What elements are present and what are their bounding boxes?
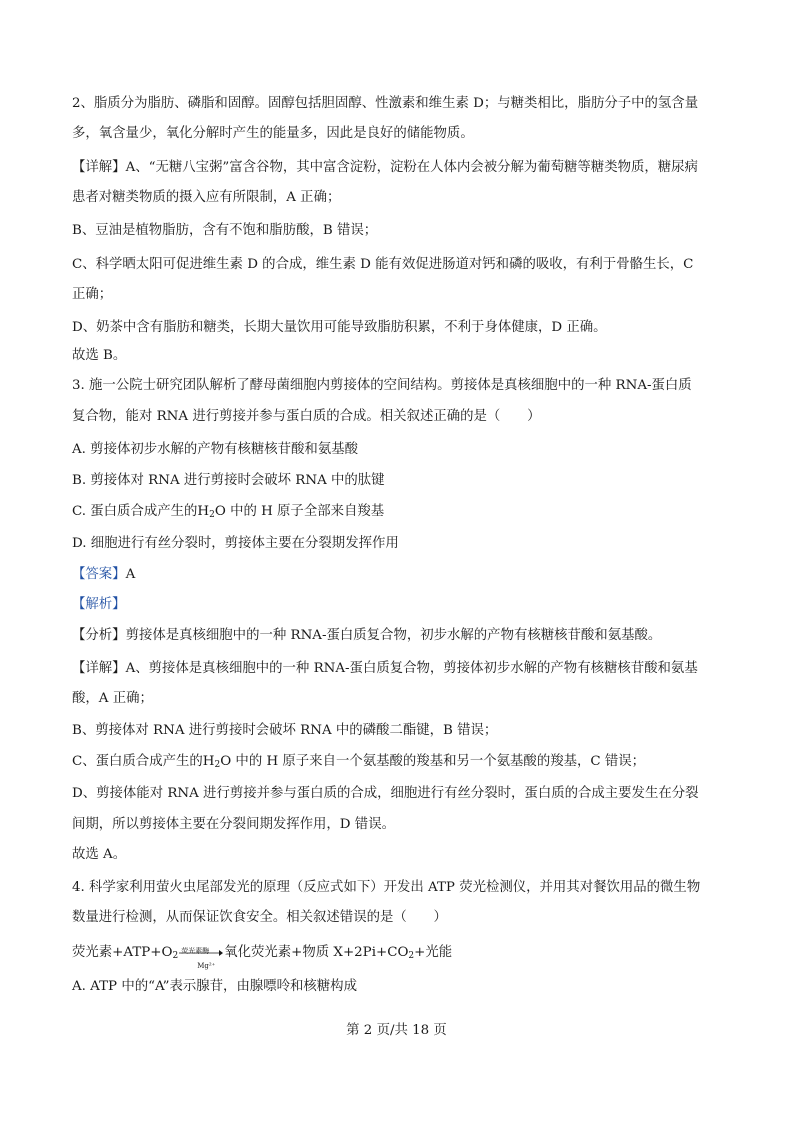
text-line: D、剪接体能对 RNA 进行剪接并参与蛋白质的合成，细胞进行有丝分裂时，蛋白质的合成主要发生在分裂 bbox=[72, 786, 699, 801]
text-line: 正确； bbox=[72, 287, 113, 302]
text-line: 酸，A 正确； bbox=[72, 691, 153, 706]
question-4-stem: 数量进行检测，从而保证饮食安全。相关叙述错误的是（ ） bbox=[72, 910, 447, 925]
text-line: 【详解】A、剪接体是真核细胞中的一种 RNA-蛋白质复合物，剪接体初步水解的产物有核糖核苷酸和氨基 bbox=[72, 661, 698, 676]
fenxi-tag: 【分析】 bbox=[72, 628, 126, 643]
text-line: 故选 A。 bbox=[72, 847, 127, 862]
page-footer: 第 2 页/共 18 页 bbox=[346, 1023, 447, 1038]
option-b: B. 剪接体对 RNA 进行剪接时会破坏 RNA 中的肽键 bbox=[72, 473, 385, 488]
text-line: 间期，所以剪接体主要在分裂间期发挥作用，D 错误。 bbox=[72, 817, 395, 832]
question-3-stem: 3. 施一公院士研究团队解析了酵母菌细胞内剪接体的空间结构。剪接体是真核细胞中的一种 RNA-蛋白质 bbox=[72, 378, 692, 393]
chemical-equation: 荧光素$+ATP+O_2$ 荧光素酶 Mg²⁺ 氧化荧光素+物质 $X+2Pi+CO_2+$光能 bbox=[72, 945, 453, 970]
text-line: B、豆油是植物脂肪，含有不饱和脂肪酸，B 错误； bbox=[72, 223, 378, 238]
question-4-option-a: A. ATP 中的“A”表示腺苷，由腺嘌呤和核糖构成 bbox=[72, 979, 357, 994]
answer-tag: 【答案】 bbox=[72, 567, 126, 582]
text-line: C、科学晒太阳可促进维生素 D 的合成，维生素 D 能有效促进肠道对钙和磷的吸收，有利于骨骼生长，C bbox=[72, 257, 694, 272]
answer-line: 【答案】A bbox=[72, 567, 136, 582]
question-4-stem: 4. 科学家利用萤火虫尾部发光的原理（反应式如下）开发出 ATP 荧光检测仪，并用其对餐饮用品的微生物 bbox=[72, 880, 701, 895]
option-c: C. 蛋白质合成产生的$H_2O$ 中的 H 原子全部来自羧基 bbox=[72, 504, 385, 520]
detail-tag: 【详解】 bbox=[72, 160, 126, 175]
text-line: 【详解】A、“无糖八宝粥”富含谷物，其中富含淀粉，淀粉在人体内会被分解为葡萄糖等糖类物质，糖尿病 bbox=[72, 160, 698, 175]
option-a: A. 剪接体初步水解的产物有核糖核苷酸和氨基酸 bbox=[72, 442, 358, 457]
text-line: 【分析】剪接体是真核细胞中的一种 RNA-蛋白质复合物，初步水解的产物有核糖核苷酸和氨基酸。 bbox=[72, 628, 662, 643]
text-line: C、蛋白质合成产生的$H_2O$ 中的 H 原子来自一个氨基酸的羧基和另一个氨基酸的羧基，C 错误； bbox=[72, 754, 646, 770]
text-line: D、奶茶中含有脂肪和糖类，长期大量饮用可能导致脂肪积累，不利于身体健康，D 正确。 bbox=[72, 320, 607, 335]
text-line: 患者对糖类物质的摄入应有所限制，A 正确； bbox=[72, 190, 341, 205]
text-line: B、剪接体对 RNA 进行剪接时会破坏 RNA 中的磷酸二酯键，B 错误； bbox=[72, 723, 498, 738]
question-3-stem: 复合物，能对 RNA 进行剪接并参与蛋白质的合成。相关叙述正确的是（ ） bbox=[72, 409, 541, 424]
text-line: 故选 B。 bbox=[72, 348, 127, 363]
detail-tag: 【详解】 bbox=[72, 661, 126, 676]
reaction-arrow-icon: 荧光素酶 Mg²⁺ bbox=[179, 946, 223, 960]
text-line: 多，氧含量少，氧化分解时产生的能量多，因此是良好的储能物质。 bbox=[72, 126, 474, 141]
text-line: 2、脂质分为脂肪、磷脂和固醇。固醇包括胆固醇、性激素和维生素 D；与糖类相比，脂肪分子中的氢含量 bbox=[72, 96, 699, 111]
option-d: D. 细胞进行有丝分裂时，剪接体主要在分裂期发挥作用 bbox=[72, 536, 399, 551]
analysis-tag: 【解析】 bbox=[72, 597, 126, 612]
